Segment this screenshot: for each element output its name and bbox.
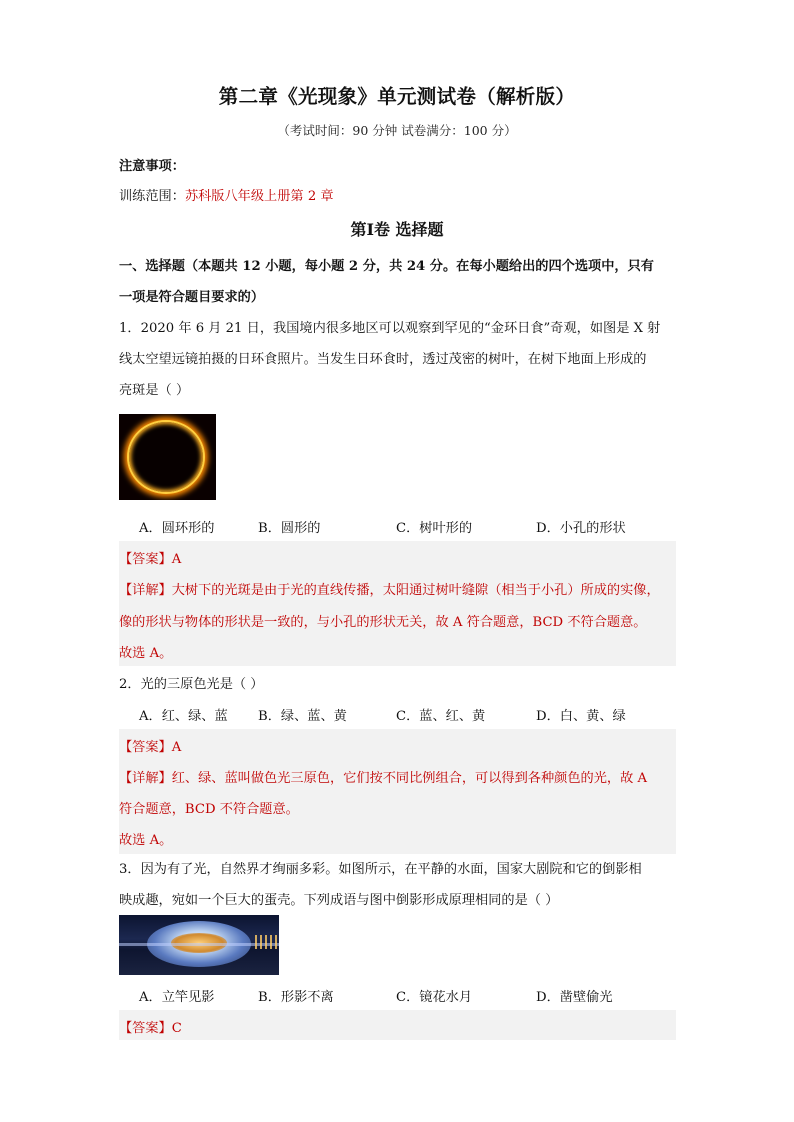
question-1-stem [119,314,679,406]
question-line: 3．因为有了光，自然界才绚丽多彩。如图所示，在平静的水面，国家大剧院和它的倒影相 [119,862,642,877]
question-line: 亮斑是（ ） [119,382,190,398]
option-b[interactable]: B．形影不离 [258,990,334,1005]
exam-info: （考试时间：90 分钟 试卷满分：100 分） [277,123,517,138]
scope-value: 苏科版八年级上册第 2 章 [184,189,334,204]
answer-label: 【答案】C [119,1021,182,1036]
notice-label: 注意事项： [119,159,185,174]
instruction-line: 一项是符合题目要求的） [119,289,265,305]
detail-line: 【详解】大树下的光斑是由于光的直线传播，太阳通过树叶缝隙（相当于小孔）所成的实像， [119,583,660,598]
option-c[interactable]: C．树叶形的 [396,521,473,536]
option-b[interactable]: B．绿、蓝、黄 [258,709,347,724]
section-title: 第Ⅰ卷 选择题 [350,220,444,239]
instruction-line: 一、选择题（本题共 12 小题，每小题 2 分，共 24 分。在每小题给出的四个选项中，只有 [119,259,654,274]
option-d[interactable]: D．小孔的形状 [536,521,626,536]
section-instruction [119,252,679,314]
option-a[interactable]: A．圆环形的 [139,521,215,536]
option-c[interactable]: C．镜花水月 [396,990,473,1005]
eclipse-ring [127,420,205,494]
question-3-answer-box [119,1010,676,1040]
detail-line: 【详解】红、绿、蓝叫做色光三原色，它们按不同比例组合，可以得到各种颜色的光，故 A [119,771,648,786]
question-2-answer-box [119,729,676,854]
conclusion: 故选 A。 [119,646,173,661]
option-d[interactable]: D．白、黄、绿 [536,709,626,724]
option-d[interactable]: D．凿壁偷光 [536,990,613,1005]
option-a[interactable]: A．红、绿、蓝 [139,709,228,724]
answer-label: 【答案】A [119,740,182,755]
detail-line: 符合题意，BCD 不符合题意。 [119,802,299,817]
question-line: 映成趣，宛如一个巨大的蛋壳。下列成语与图中倒影形成原理相同的是（ ） [119,892,559,908]
national-grand-theatre-image [119,915,279,975]
question-3-stem [119,855,679,917]
scope-label: 训练范围： [119,189,185,204]
option-b[interactable]: B．圆形的 [258,521,321,536]
conclusion: 故选 A。 [119,833,173,848]
question-line: 线太空望远镜拍摄的日环食照片。当发生日环食时，透过茂密的树叶，在树下地面上形成的 [119,351,647,367]
question-line: 1．2020 年 6 月 21 日，我国境内很多地区可以观察到罕见的“金环日食”奇观，如图是 X 射 [119,321,661,336]
training-scope [119,185,334,204]
option-c[interactable]: C．蓝、红、黄 [396,709,486,724]
city-lights [255,935,277,949]
question-2-stem: 2．光的三原色光是（ ） [119,677,264,692]
detail-line: 像的形状与物体的形状是一致的，与小孔的形状无关，故 A 符合题意，BCD 不符合题意。 [119,615,647,630]
page-title: 第二章《光现象》单元测试卷（解析版） [218,85,576,108]
question-1-answer-box [119,541,676,666]
option-a[interactable]: A．立竿见影 [139,990,215,1005]
annular-eclipse-image [119,414,216,500]
answer-label: 【答案】A [119,552,182,567]
